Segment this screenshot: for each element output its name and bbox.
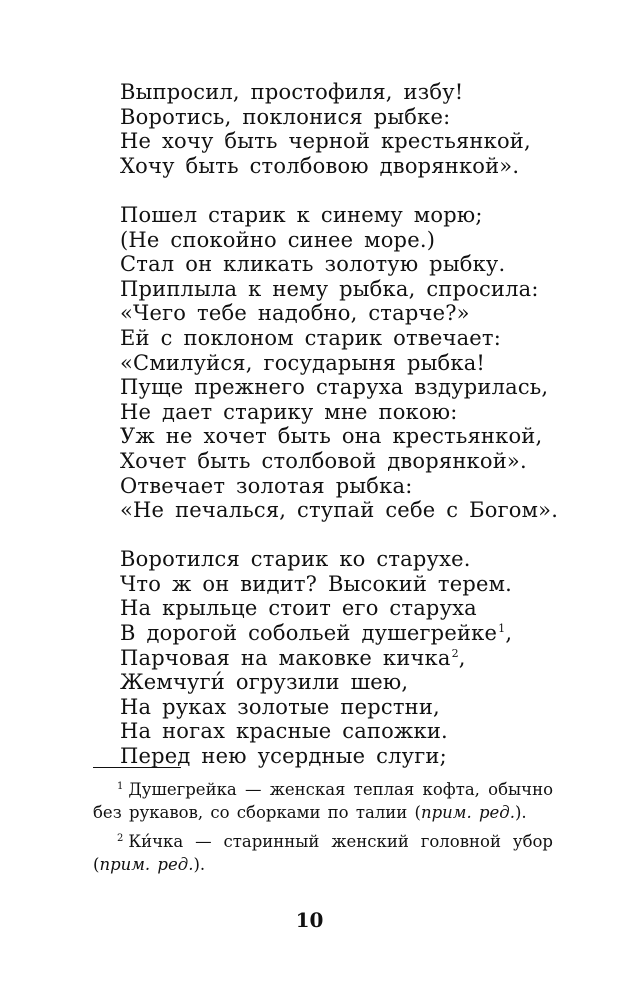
footnote-ref-2: 2 [451,646,459,660]
footnote-mark: 2 [117,832,124,844]
footnote-ref-1: 1 [498,622,506,636]
editor-note: прим. ред. [99,855,194,874]
footnote-text: Душегрейка — женская теплая кофта, обычно без рукавов, со сборками по талии ( [93,780,553,822]
poem-line: Пуще прежнего старуха вздурилась, [120,375,549,400]
poem-line: На крыльце стоит его старуха [120,596,477,621]
poem-line: Уж не хочет быть она крестьянкой, [120,424,543,449]
poem-line: Перед нею усердные слуги; [120,744,447,769]
editor-note: прим. ред. [420,803,515,822]
stanza-3 [120,547,580,768]
footnotes [93,778,553,882]
footnote-mark: 1 [117,780,124,792]
footnote-2 [93,830,553,876]
poem-line: Что ж он видит? Высокий терем. [120,571,513,596]
poem-line: «Чего тебе надобно, старче?» [120,301,470,326]
poem-line: На ногах красные сапожки. [120,719,448,744]
poem-line: «Не печалься, ступай себе с Богом». [120,498,559,523]
footnote-end: ). [515,803,527,822]
poem-line: Отвечает золотая рыбка: [120,473,413,498]
poem-line: Пошел старик к синему морю; [120,202,483,227]
poem-line-with-footnote: В дорогой собольей душегрейке$^1$, [120,621,513,646]
poem-line: Хочет быть столбовой дворянкой». [120,448,527,473]
poem-line: Стал он кликать золотую рыбку. [120,252,506,277]
poem-line: Приплыла к нему рыбка, спросила: [120,276,539,301]
stanza-1 [120,80,580,178]
poem-line: Ей с поклоном старик отвечает: [120,325,502,350]
poem-text [120,80,580,769]
footnote-1 [93,778,553,824]
poem-line: Не дает старику мне покою: [120,399,458,424]
poem-line: Хочу быть столбовою дворянкой». [120,153,520,178]
poem-line: Воротился старик ко старухе. [120,547,471,572]
footnote-end: ). [193,855,206,874]
poem-line-with-footnote: Парчовая на маковке кичка$^2$, [120,645,466,670]
poem-line: (Не спокойно синее море.) [120,227,436,252]
poem-line-text: В дорогой собольей душегрейке [120,621,498,646]
poem-line: На руках золотые перстни, [120,694,440,719]
page-number: 10 [295,908,324,932]
stanza-2 [120,203,580,523]
poem-line-text: Парчовая на маковке кичка [120,645,451,670]
poem-line: Не хочу быть черной крестьянкой, [120,129,531,154]
poem-line: Выпросил, простофиля, избу! [120,80,464,104]
poem-line: Жемчуги́ огрузили шею, [120,670,409,695]
footnote-text: Ки́чка — старинный женский головной убор ( [93,832,553,874]
poem-line: Воротись, поклонися рыбке: [120,104,451,129]
footnote-divider [93,767,181,768]
poem-line: «Смилуйся, государыня рыбка! [120,350,486,375]
